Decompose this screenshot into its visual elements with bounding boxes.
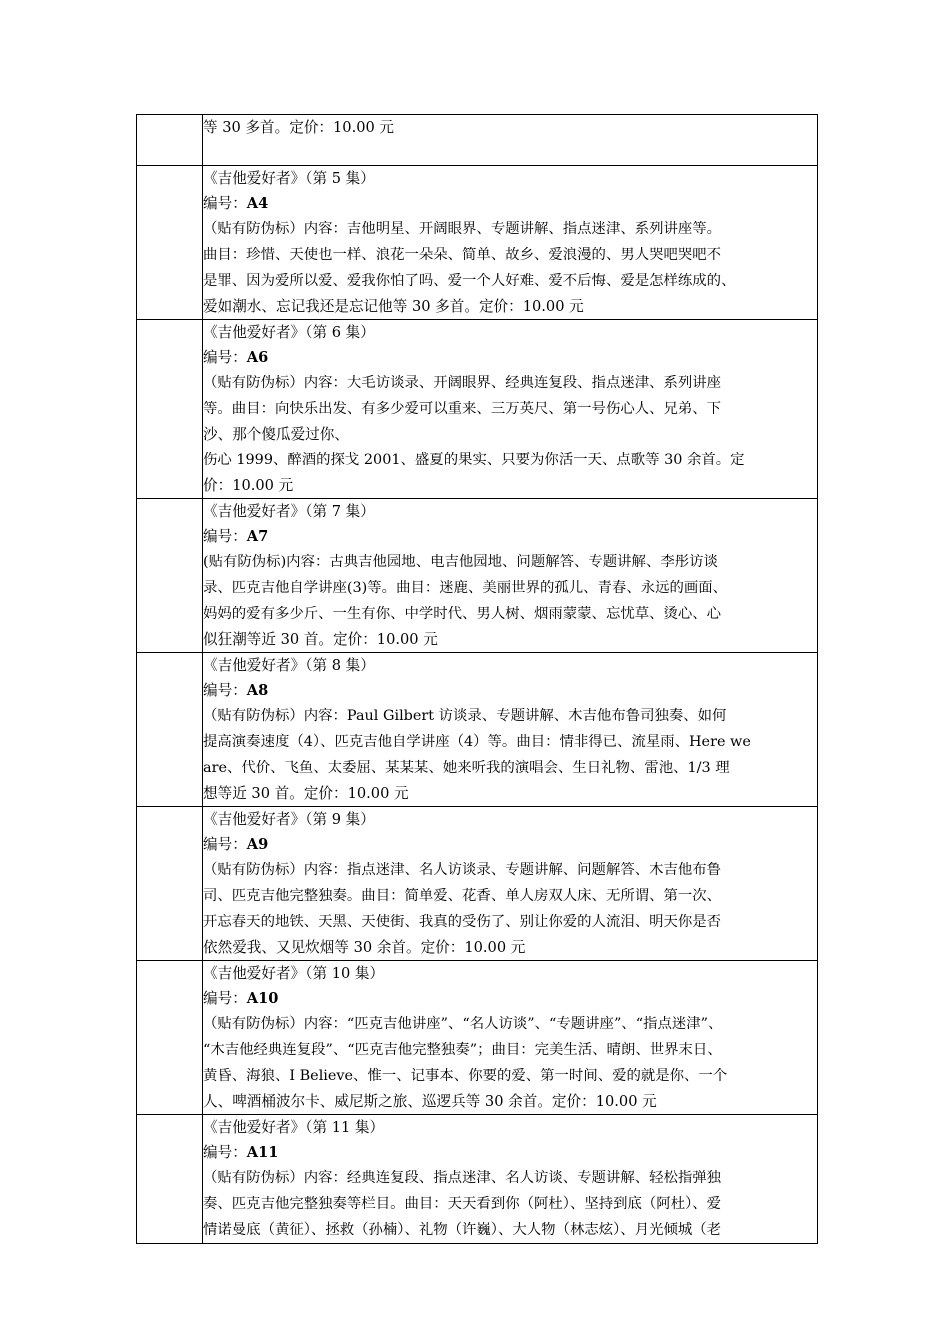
entry-title (203, 499, 817, 524)
left-cell (137, 166, 203, 320)
text-line: are、代价、飞鱼、太委屈、某某某、她来听我的演唱会、生日礼物、雷池、1/3 理 (203, 760, 730, 776)
catalog-table (136, 114, 818, 1244)
table-row (137, 653, 818, 807)
text-line: 伤心 1999、醉酒的探戈 2001、盛夏的果实、只要为你活一天、点歌等 30 余首。定 (203, 452, 745, 468)
text-line: 黄昏、海狼、I Believe、惟一、记事本、你要的爱、第一时间、爱的就是你、一个 (203, 1068, 728, 1084)
text-line: （贴有防伪标）内容：吉他明星、开阔眼界、专题讲解、指点迷津、系列讲座等。 (203, 221, 722, 237)
left-cell (137, 115, 203, 166)
text-line: 是罪、因为爱所以爱、爱我你怕了吗、爱一个人好难、爱不后悔、爱是怎样练成的、 (203, 273, 736, 289)
text-line: 情诺曼底（黄征）、拯救（孙楠）、礼物（许巍）、大人物（林志炫）、月光倾城（老 (203, 1222, 722, 1238)
content-cell (203, 1115, 818, 1244)
title-episode: （第 10 集） (305, 965, 385, 982)
content-cell (203, 115, 818, 166)
text-line: 等 30 多首。定价：10.00 元 (203, 119, 395, 136)
text-line: 妈妈的爱有多少斤、一生有你、中学时代、男人树、烟雨蒙蒙、忘忧草、烫心、心 (203, 606, 722, 622)
text-line: 沙、那个傻瓜爱过你、 (203, 426, 349, 443)
text-line: 曲目：珍惜、天使也一样、浪花一朵朵、简单、故乡、爱浪漫的、男人哭吧哭吧不 (203, 247, 722, 263)
text-line: 价：10.00 元 (203, 477, 294, 494)
text-line: （贴有防伪标）内容：经典连复段、指点迷津、名人访谈、专题讲解、轻松指弹独 (203, 1170, 722, 1186)
entry-title (203, 1115, 817, 1140)
text-line: 爱如潮水、忘记我还是忘记他等 30 多首。定价：10.00 元 (203, 298, 584, 315)
code-label: 编号： (203, 528, 247, 545)
code-label: 编号： (203, 195, 247, 212)
table-row (137, 499, 818, 653)
code-label: 编号： (203, 349, 247, 366)
title-episode: （第 6 集） (305, 324, 375, 341)
entry-title (203, 166, 817, 191)
text-line: 奏、匹克吉他完整独奏等栏目。曲目：天天看到你（阿杜）、坚持到底（阿杜）、爱 (203, 1196, 722, 1212)
entry-code (203, 191, 817, 216)
title-episode: （第 8 集） (305, 657, 375, 674)
text-line: (贴有防伪标)内容：古典吉他园地、电吉他园地、问题解答、专题讲解、李彤访谈 (203, 554, 718, 570)
title-episode: （第 5 集） (305, 170, 375, 187)
content-cell (203, 961, 818, 1115)
text-line: 录、匹克吉他自学讲座(3)等。曲目：迷鹿、美丽世界的孤儿、青春、永远的画面、 (203, 580, 728, 596)
text-line: “木吉他经典连复段”、“匹克吉他完整独奏”；曲目：完美生活、晴朗、世界末日、 (203, 1042, 722, 1058)
entry-code (203, 678, 817, 703)
code-value: A6 (246, 349, 269, 366)
left-cell (137, 807, 203, 961)
title-prefix: 《吉他爱好者》 (203, 811, 306, 828)
left-cell (137, 653, 203, 807)
left-cell (137, 961, 203, 1115)
content-cell (203, 499, 818, 653)
title-episode: （第 9 集） (305, 811, 375, 828)
entry-title (203, 320, 817, 345)
title-episode: （第 11 集） (305, 1119, 385, 1136)
entry-code (203, 986, 817, 1011)
title-episode: （第 7 集） (305, 503, 375, 520)
table-row (137, 166, 818, 320)
text-line: 等。曲目：向快乐出发、有多少爱可以重来、三万英尺、第一号伤心人、兄弟、下 (203, 401, 722, 417)
content-cell (203, 166, 818, 320)
text-line: （贴有防伪标）内容：“匹克吉他讲座”、“名人访谈”、“专题讲座”、“指点迷津”、 (203, 1016, 723, 1032)
entry-code (203, 832, 817, 857)
title-prefix: 《吉他爱好者》 (203, 324, 306, 341)
entry-title (203, 807, 817, 832)
title-prefix: 《吉他爱好者》 (203, 965, 306, 982)
text-line: 提高演奏速度（4）、匹克吉他自学讲座（4）等。曲目：情非得已、流星雨、Here we (203, 734, 751, 750)
title-prefix: 《吉他爱好者》 (203, 657, 306, 674)
left-cell (137, 499, 203, 653)
content-cell (203, 807, 818, 961)
text-line: 人、啤酒桶波尔卡、威尼斯之旅、巡逻兵等 30 余首。定价：10.00 元 (203, 1093, 657, 1110)
entry-code (203, 524, 817, 549)
code-value: A7 (246, 528, 269, 545)
code-value: A10 (246, 990, 279, 1007)
left-cell (137, 320, 203, 499)
code-label: 编号： (203, 836, 247, 853)
table-row (137, 1115, 818, 1244)
text-line: 想等近 30 首。定价：10.00 元 (203, 785, 409, 802)
table-row (137, 115, 818, 166)
code-value: A11 (246, 1144, 279, 1161)
entry-code (203, 1140, 817, 1165)
title-prefix: 《吉他爱好者》 (203, 1119, 306, 1136)
entry-code (203, 345, 817, 370)
content-cell (203, 320, 818, 499)
text-line: 依然爱我、又见炊烟等 30 余首。定价：10.00 元 (203, 939, 526, 956)
table-row (137, 961, 818, 1115)
title-prefix: 《吉他爱好者》 (203, 170, 306, 187)
table-row (137, 320, 818, 499)
code-label: 编号： (203, 1144, 247, 1161)
entry-title (203, 653, 817, 678)
code-value: A8 (246, 682, 269, 699)
entry-title (203, 961, 817, 986)
text-line: 司、匹克吉他完整独奏。曲目：简单爱、花香、单人房双人床、无所谓、第一次、 (203, 888, 722, 904)
text-line: 开忘春天的地铁、天黑、天使街、我真的受伤了、别让你爱的人流泪、明天你是否 (203, 914, 722, 930)
code-value: A9 (246, 836, 269, 853)
code-label: 编号： (203, 682, 247, 699)
text-line: （贴有防伪标）内容：指点迷津、名人访谈录、专题讲解、问题解答、木吉他布鲁 (203, 862, 722, 878)
text-line: （贴有防伪标）内容：大毛访谈录、开阔眼界、经典连复段、指点迷津、系列讲座 (203, 375, 722, 391)
text-line: 似狂潮等近 30 首。定价：10.00 元 (203, 631, 438, 648)
left-cell (137, 1115, 203, 1244)
table-row (137, 807, 818, 961)
text-line: （贴有防伪标）内容：Paul Gilbert 访谈录、专题讲解、木吉他布鲁司独奏、如何 (203, 708, 727, 724)
code-value: A4 (246, 195, 269, 212)
code-label: 编号： (203, 990, 247, 1007)
title-prefix: 《吉他爱好者》 (203, 503, 306, 520)
content-cell (203, 653, 818, 807)
